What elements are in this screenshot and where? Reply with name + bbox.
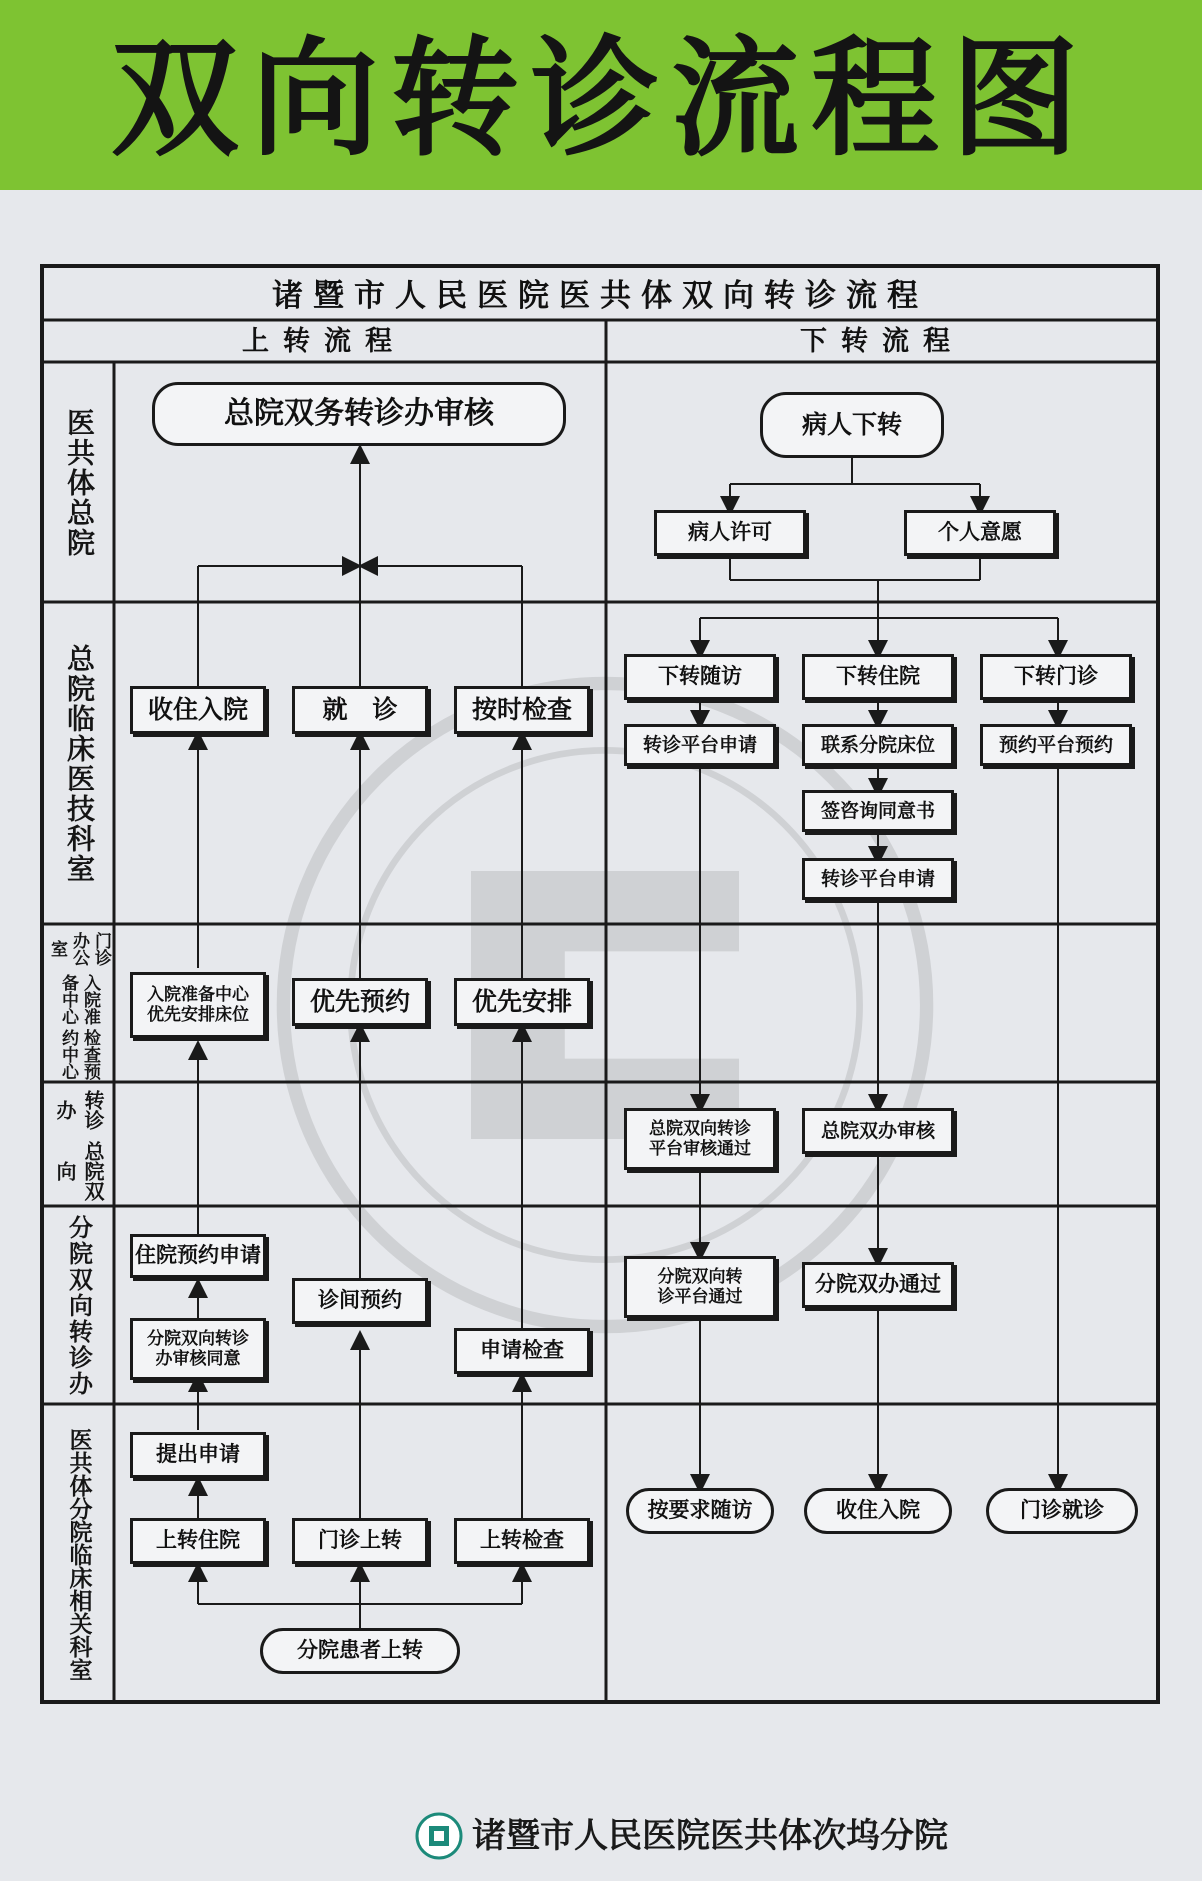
box-branch-patient-up: 分院患者上转 <box>260 1628 460 1674</box>
row-label-branch-depts: 医共体分院临床相关科室 <box>65 1427 92 1681</box>
row-label-centers-1: 门诊办公室 <box>47 931 111 966</box>
box-bed-center-line2: 优先安排床位 <box>147 1005 249 1025</box>
box-down-inpatient: 下转住院 <box>802 654 954 700</box>
box-outpatient-visit: 门诊就诊 <box>986 1488 1138 1534</box>
box-contact-bed: 联系分院床位 <box>802 724 954 766</box>
box-main-platform-pass <box>624 1108 776 1170</box>
box-visit: 就 诊 <box>292 686 428 734</box>
box-branch-platform-pass-line1: 分院双向转 <box>657 1266 743 1287</box>
box-main-platform-pass-line2: 平台审核通过 <box>649 1139 751 1159</box>
box-sign-consent: 签咨询同意书 <box>802 790 954 832</box>
box-platform-apply-2: 转诊平台申请 <box>802 858 954 900</box>
box-personal-will: 个人意愿 <box>904 510 1056 556</box>
box-clinic-appointment: 诊间预约 <box>292 1278 428 1324</box>
box-admit-hospital: 收住入院 <box>804 1488 952 1534</box>
box-submit-apply: 提出申请 <box>130 1432 266 1478</box>
box-check-on-time: 按时检查 <box>454 686 590 734</box>
box-bed-center-line1: 入院准备中心 <box>147 984 249 1005</box>
row-label-main-hospital: 医共体总院 <box>63 408 96 558</box>
box-bed-center <box>130 972 266 1038</box>
row-label-centers-3: 检查预约中心 <box>58 1028 100 1080</box>
box-up-inpatient: 上转住院 <box>130 1518 266 1564</box>
row-label-main-office-2: 总院双向 <box>53 1141 105 1202</box>
row-label-centers <box>46 926 112 1082</box>
footer-hospital-name: 诸暨市人民医院医共体次坞分院 <box>472 1816 948 1856</box>
box-branch-agree <box>130 1318 266 1380</box>
box-branch-platform-pass <box>624 1256 776 1318</box>
box-priority-arrange: 优先安排 <box>454 978 590 1026</box>
row-label-clinical-depts: 总院临床医技科室 <box>63 644 96 884</box>
table-title: 诸暨市人民医院医共体双向转诊流程 <box>272 278 928 314</box>
hospital-logo-icon <box>415 1812 463 1860</box>
box-down-followup: 下转随访 <box>624 654 776 700</box>
box-up-outpatient: 门诊上转 <box>292 1518 428 1564</box>
box-main-office-audit-down: 总院双办审核 <box>802 1108 954 1154</box>
box-apply-check: 申请检查 <box>454 1328 590 1374</box>
row-label-main-office <box>46 1084 112 1206</box>
banner-title: 双向转诊流程图 <box>110 25 1091 174</box>
box-down-outpatient: 下转门诊 <box>980 654 1132 700</box>
box-appointment-platform: 预约平台预约 <box>980 724 1132 766</box>
box-branch-platform-pass-line2: 诊平台通过 <box>657 1287 743 1307</box>
box-patient-down: 病人下转 <box>760 392 944 458</box>
column-head-up: 上转流程 <box>242 326 406 357</box>
box-admit: 收住入院 <box>130 686 266 734</box>
box-platform-apply-1: 转诊平台申请 <box>624 724 776 766</box>
box-followup-required: 按要求随访 <box>626 1488 774 1534</box>
row-label-main-office-1: 转诊办 <box>53 1090 105 1131</box>
row-label-centers-2: 入院准备中心 <box>58 973 100 1025</box>
box-inpatient-apply: 住院预约申请 <box>130 1234 266 1278</box>
box-main-office-audit: 总院双务转诊办审核 <box>152 382 566 446</box>
box-priority-appointment: 优先预约 <box>292 978 428 1026</box>
box-patient-permit: 病人许可 <box>654 510 806 556</box>
box-main-platform-pass-line1: 总院双向转诊 <box>649 1118 751 1139</box>
box-branch-agree-line2: 办审核同意 <box>155 1349 241 1369</box>
box-branch-agree-line1: 分院双向转诊 <box>147 1328 249 1349</box>
column-head-down: 下转流程 <box>800 326 964 357</box>
row-label-branch-office: 分院双向转诊办 <box>64 1215 93 1397</box>
box-branch-office-pass: 分院双办通过 <box>802 1262 954 1308</box>
box-up-check: 上转检查 <box>454 1518 590 1564</box>
